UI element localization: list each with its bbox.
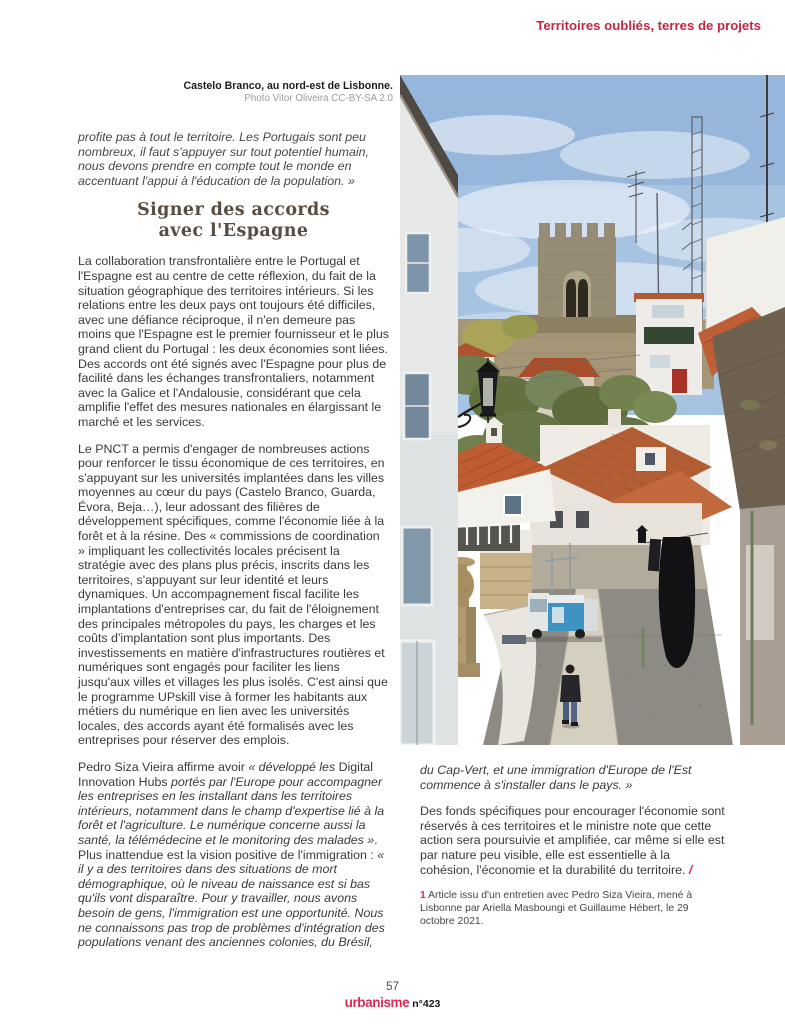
article-right-column: [420, 763, 726, 940]
running-head: Territoires oubliés, terres de projets: [536, 18, 761, 33]
footnote-text: Article issu d'un entretien avec Pedro Siza Vieira, mené à Lisbonne par Ariella Masboungi et Guillaume Hébert, le 29 octobre 2021.: [420, 890, 693, 928]
text-segment: Des fonds spécifiques pour encourager l'économie sont réservés à ces territoires et le ministre note que cette action sera poursuivie et amplifiée, car même si elle est par nature peu visible, elle est essentielle à la cohésion, l'économie et la durabilité du territoire.: [420, 804, 725, 877]
footnote-number: 1: [420, 890, 426, 902]
photo-caption-credit: Photo Vitor Oliveira CC-BY-SA 2.0: [244, 92, 393, 104]
issue-number: n°423: [412, 998, 441, 1010]
intro-quote: profite pas à tout le territoire. Les Portugais sont peu nombreux, il faut s'appuyer sur tout potentiel humain, nous devons prendre en compte tout le monde en accentuant l'appui à l'éducation de la population. »: [78, 130, 369, 188]
photo-caption-title: Castelo Branco, au nord-est de Lisbonne.: [183, 80, 393, 92]
article-left-column: [78, 130, 389, 962]
magazine-logo: urbanisme: [344, 995, 410, 1010]
street-scene-illustration: [400, 75, 785, 745]
text-segment: . Plus inattendue est la vision positive de l'immigration :: [78, 832, 378, 862]
text-segment: portés par l'Europe pour accompagner les entreprises en les installant dans les territoires intérieurs, notamment dans le champ d'expertise lié à la forêt et l'agriculture. Le numérique concerne aussi la santé, la télémédecine et le monitoring des malades »: [78, 774, 385, 847]
quote-continuation: du Cap-Vert, et une immigration d'Europe de l'Est commence à s'installer dans le pays. »: [420, 763, 692, 792]
text-segment: « il y a des territoires dans des situations de mort démographique, où le niveau de naissance est si bas qu'ils vont disparaître. Pour y travailler, nous avons besoin de gens, l'immigration est une opportunité. Nous ne connaissons pas trop de problèmes d'intégration des populations venant des anciennes colonies, du Brésil,: [78, 847, 385, 950]
paragraph-pedro-siza-vieira: [78, 760, 389, 950]
section-heading-line1: Signer des accords: [137, 200, 330, 221]
castelo-branco-photo: [400, 75, 785, 745]
magazine-logo-line: [0, 994, 785, 1012]
section-heading: [78, 200, 389, 241]
end-slash-mark: /: [688, 862, 693, 877]
photo-caption: [143, 80, 393, 105]
text-segment: Digital Innovation Hubs: [78, 759, 374, 789]
footnote: [420, 889, 726, 928]
page-footer: [0, 981, 785, 1012]
closing-paragraph: [420, 804, 726, 877]
paragraph-pnct: Le PNCT a permis d'engager de nombreuses actions pour renforcer le tissu économique de ces territoires, en s'appuyant sur les universités implantées dans les villes moyennes au cœur du pays (Castelo Branco, Guarda, Évora, Beja…), leur adossant des filières de développement spécifiques, comme l'économie liée à la forêt et à la résine. Des « commissions de coordination » impliquant les collectivités locales précisent la stratégie avec des plans plus précis, inscrits dans les territoires, s'appuyant sur leur identité et leurs dynamiques. Un accompagnement fiscal facilite les implantations d'entreprises car, du fait de l'éloignement des principales métropoles du pays, les charges et les coûts d'implantation sont plus importants. Des investissements en matière d'infrastructures routières et numériques sont engagés pour faciliter les liens jusqu'aux villes et villages les plus isolés. C'est ainsi que le programme UPskill vise à former les habitants aux métiers du numérique en lien avec les universités locales, des accords ayant été formalisés avec les entreprises pour réserver des emplois.: [78, 441, 388, 748]
page-number: 57: [386, 981, 399, 993]
text-segment: Pedro Siza Vieira affirme avoir: [78, 759, 249, 774]
text-segment: « développé les: [248, 759, 339, 774]
paragraph-collaboration: La collaboration transfrontalière entre le Portugal et l'Espagne est au centre de cette réflexion, du fait de la situation géographique des territoires intérieurs. Si les relations entre les deux pays ont toujours été difficiles, avec une défiance réciproque, il n'en demeure pas moins que l'Espagne est le premier fournisseur et le plus grand client du Portugal : les deux économies sont liées. Des accords ont été signés avec l'Espagne pour plus de facilité dans les échanges transfrontaliers, notamment avec la Galice et l'Andalousie, considérant que cela amplifie l'effet des mesures nationales en élargissant le marché et les services.: [78, 254, 389, 429]
section-heading-line2: avec l'Espagne: [158, 220, 309, 241]
